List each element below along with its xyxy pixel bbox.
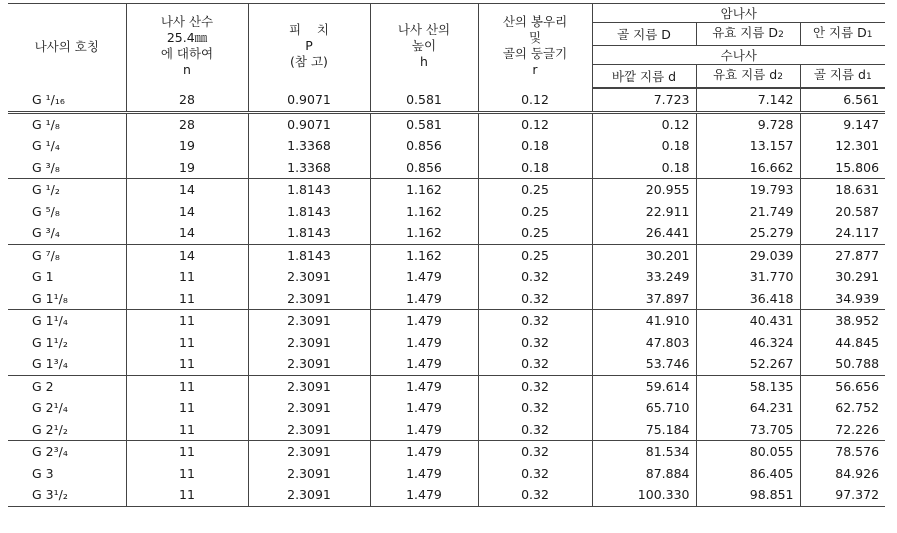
cell-d: 22.911 (592, 201, 696, 223)
header-h-line3: h (420, 54, 428, 69)
header-n-line4: n (183, 62, 191, 77)
table-row (8, 288, 885, 310)
cell-h: 1.162 (370, 244, 478, 266)
cell-d: 33.249 (592, 266, 696, 288)
cell-d2: 86.405 (696, 463, 800, 485)
cell-d1: 6.561 (843, 92, 880, 108)
cell-p: 2.3091 (248, 310, 370, 332)
cell-d: 20.955 (592, 179, 696, 201)
cell-p: 2.3091 (248, 288, 370, 310)
cell-h: 0.581 (370, 112, 478, 135)
header-p-line1: 피 치 (288, 22, 330, 37)
cell-p: 2.3091 (248, 332, 370, 354)
table-row (8, 88, 885, 112)
header-female-d1-text: 안 지름 D (812, 25, 867, 41)
cell-d1: 44.845 (835, 334, 880, 350)
cell-name: G 1 (8, 266, 126, 288)
header-female-d2-text: 유효 지름 D (712, 25, 779, 41)
cell-d2: 58.135 (696, 375, 800, 397)
table-row (8, 375, 885, 397)
header-n-line2: 25.4㎜ (166, 30, 208, 45)
cell-d1: 84.926 (835, 465, 880, 481)
cell-name: G ⁵/₈ (8, 201, 126, 223)
cell-h: 1.162 (370, 201, 478, 223)
cell-d: 47.803 (592, 332, 696, 354)
header-female-pitch-diameter (696, 23, 800, 46)
cell-d1: 50.788 (835, 356, 880, 372)
cell-d: 30.201 (592, 244, 696, 266)
cell-d1: 56.656 (800, 375, 885, 397)
header-n-line1: 나사 산수 (160, 14, 214, 29)
cell-d: 41.910 (592, 310, 696, 332)
table-row (8, 222, 885, 244)
cell-d: 75.184 (592, 419, 696, 441)
cell-r: 0.32 (478, 397, 592, 419)
cell-r: 0.25 (478, 244, 592, 266)
cell-name: G ¹/₄ (8, 135, 126, 157)
cell-name: G ³/₄ (8, 222, 126, 244)
cell-h: 1.162 (370, 179, 478, 201)
cell-n: 28 (126, 112, 248, 135)
cell-name: G ¹/₁₆ (8, 88, 126, 112)
cell-name: G 2¹/₄ (8, 397, 126, 419)
header-threads-per-inch (126, 4, 248, 89)
cell-h: 1.479 (370, 463, 478, 485)
header-male-root-diameter (800, 65, 885, 88)
table-row (8, 244, 885, 266)
cell-h: 1.479 (370, 353, 478, 375)
cell-d: 37.897 (592, 288, 696, 310)
cell-p: 2.3091 (248, 463, 370, 485)
header-p-line3: (참 고) (290, 54, 328, 69)
header-h-line2: 높이 (411, 38, 437, 53)
cell-d2: 16.662 (696, 157, 800, 179)
header-r-line4: r (532, 62, 538, 77)
cell-p: 1.8143 (248, 201, 370, 223)
cell-h: 1.479 (370, 419, 478, 441)
cell-d1: 24.117 (835, 225, 880, 241)
thread-dimension-table (8, 3, 885, 507)
cell-p: 2.3091 (248, 397, 370, 419)
cell-n: 19 (126, 135, 248, 157)
cell-d: 59.614 (592, 375, 696, 397)
cell-d: 81.534 (592, 441, 696, 463)
cell-n: 11 (126, 353, 248, 375)
table-row (8, 441, 885, 463)
header-female-d2-sub: 2 (778, 30, 784, 41)
cell-d1: 38.952 (800, 310, 885, 332)
header-thread-name: 나사의 호칭 (8, 4, 126, 89)
header-male-d1-sub: 1 (865, 72, 872, 83)
cell-d1: 34.939 (835, 290, 880, 306)
cell-d: 7.723 (592, 88, 696, 112)
cell-r: 0.32 (478, 353, 592, 375)
cell-n: 11 (126, 332, 248, 354)
table-row (8, 397, 885, 419)
cell-n: 11 (126, 288, 248, 310)
cell-d1: 12.301 (835, 138, 880, 154)
cell-h: 0.856 (370, 157, 478, 179)
cell-p: 2.3091 (248, 375, 370, 397)
header-female-thread: 암나사 (592, 4, 885, 23)
cell-d2: 21.749 (696, 201, 800, 223)
cell-d1: 9.147 (800, 112, 885, 135)
cell-d1: 15.806 (835, 159, 880, 175)
cell-n: 11 (126, 375, 248, 397)
cell-h: 0.856 (370, 135, 478, 157)
cell-name: G ¹/₂ (8, 179, 126, 201)
cell-d: 65.710 (592, 397, 696, 419)
cell-d2: 98.851 (696, 484, 800, 506)
header-female-d1-sub: 1 (866, 30, 873, 41)
table-row (8, 310, 885, 332)
table-row (8, 419, 885, 441)
thread-dimension-table-container (8, 3, 885, 507)
cell-p: 0.9071 (248, 88, 370, 112)
header-r-line1: 산의 봉우리 (502, 14, 568, 29)
header-male-outer-diameter: 바깥 지름 d (592, 65, 696, 88)
cell-r: 0.18 (478, 157, 592, 179)
cell-n: 11 (126, 441, 248, 463)
cell-p: 1.8143 (248, 222, 370, 244)
header-male-thread: 수나사 (592, 45, 885, 64)
header-female-root-diameter: 골 지름 D (592, 23, 696, 46)
table-body (8, 88, 885, 506)
cell-p: 1.8143 (248, 244, 370, 266)
cell-r: 0.32 (478, 288, 592, 310)
cell-name: G 1¹/₂ (8, 332, 126, 354)
cell-r: 0.32 (478, 463, 592, 485)
table-row (8, 332, 885, 354)
header-male-pitch-diameter (696, 65, 800, 88)
header-male-d2-sub: 2 (777, 72, 783, 83)
table-row (8, 112, 885, 135)
cell-d: 87.884 (592, 463, 696, 485)
cell-h: 1.479 (370, 484, 478, 506)
cell-r: 0.32 (478, 419, 592, 441)
header-thread-height (370, 4, 478, 89)
cell-p: 1.3368 (248, 157, 370, 179)
table-row (8, 353, 885, 375)
cell-name: G 2 (8, 375, 126, 397)
table-row (8, 463, 885, 485)
cell-name: G 3¹/₂ (8, 484, 126, 506)
cell-name: G 1¹/₈ (8, 288, 126, 310)
cell-name: G 2¹/₂ (8, 419, 126, 441)
cell-n: 19 (126, 157, 248, 179)
cell-p: 1.3368 (248, 135, 370, 157)
cell-n: 11 (126, 419, 248, 441)
cell-name: G ¹/₈ (8, 112, 126, 135)
cell-name: G 1¹/₄ (8, 310, 126, 332)
cell-d2: 31.770 (696, 266, 800, 288)
cell-p: 2.3091 (248, 441, 370, 463)
cell-p: 2.3091 (248, 419, 370, 441)
cell-n: 14 (126, 244, 248, 266)
cell-n: 11 (126, 310, 248, 332)
cell-d1: 62.752 (835, 400, 880, 416)
header-h-line1: 나사 산의 (397, 22, 451, 37)
cell-d2: 7.142 (696, 88, 800, 112)
cell-r: 0.32 (478, 310, 592, 332)
cell-d2: 73.705 (696, 419, 800, 441)
cell-h: 1.479 (370, 397, 478, 419)
cell-h: 1.162 (370, 222, 478, 244)
header-root-radius (478, 4, 592, 89)
cell-n: 14 (126, 222, 248, 244)
cell-p: 0.9071 (248, 112, 370, 135)
cell-r: 0.12 (478, 112, 592, 135)
cell-r: 0.32 (478, 375, 592, 397)
cell-d2: 40.431 (696, 310, 800, 332)
cell-d2: 36.418 (696, 288, 800, 310)
cell-r: 0.32 (478, 441, 592, 463)
cell-d: 0.18 (592, 135, 696, 157)
cell-name: G 1³/₄ (8, 353, 126, 375)
cell-name: G ³/₈ (8, 157, 126, 179)
cell-d1: 18.631 (800, 179, 885, 201)
table-row (8, 266, 885, 288)
cell-d2: 25.279 (696, 222, 800, 244)
cell-h: 1.479 (370, 266, 478, 288)
cell-h: 1.479 (370, 375, 478, 397)
cell-p: 2.3091 (248, 353, 370, 375)
cell-d2: 80.055 (696, 441, 800, 463)
cell-d1: 20.587 (835, 203, 880, 219)
header-r-line2: 및 (528, 30, 542, 45)
table-row (8, 484, 885, 506)
cell-h: 1.479 (370, 332, 478, 354)
cell-n: 28 (126, 88, 248, 112)
cell-r: 0.32 (478, 484, 592, 506)
header-male-d1-text: 골 지름 d (813, 67, 866, 83)
cell-d2: 29.039 (696, 244, 800, 266)
cell-n: 11 (126, 463, 248, 485)
header-p-line2: P (305, 38, 313, 53)
cell-p: 2.3091 (248, 266, 370, 288)
cell-d1: 30.291 (835, 269, 880, 285)
cell-d: 100.330 (592, 484, 696, 506)
cell-d2: 64.231 (696, 397, 800, 419)
cell-h: 1.479 (370, 310, 478, 332)
cell-d2: 13.157 (696, 135, 800, 157)
cell-d2: 52.267 (696, 353, 800, 375)
cell-d1: 27.877 (800, 244, 885, 266)
cell-name: G 3 (8, 463, 126, 485)
cell-p: 2.3091 (248, 484, 370, 506)
cell-d2: 9.728 (696, 112, 800, 135)
cell-n: 14 (126, 179, 248, 201)
cell-n: 14 (126, 201, 248, 223)
cell-d1: 97.372 (800, 484, 885, 506)
cell-r: 0.25 (478, 201, 592, 223)
cell-d2: 46.324 (696, 332, 800, 354)
cell-d: 53.746 (592, 353, 696, 375)
cell-d: 0.12 (592, 112, 696, 135)
cell-d2: 19.793 (696, 179, 800, 201)
cell-r: 0.32 (478, 332, 592, 354)
cell-n: 11 (126, 266, 248, 288)
cell-d: 26.441 (592, 222, 696, 244)
table-row (8, 157, 885, 179)
cell-name: G ⁷/₈ (8, 244, 126, 266)
header-male-d2-text: 유효 지름 d (713, 67, 778, 83)
table-row (8, 179, 885, 201)
cell-name: G 2³/₄ (8, 441, 126, 463)
cell-n: 11 (126, 397, 248, 419)
cell-r: 0.18 (478, 135, 592, 157)
header-n-line3: 에 대하여 (160, 46, 214, 61)
header-pitch (248, 4, 370, 89)
cell-p: 1.8143 (248, 179, 370, 201)
header-female-inner-diameter (800, 23, 885, 46)
cell-d1: 78.576 (800, 441, 885, 463)
cell-h: 1.479 (370, 441, 478, 463)
table-row (8, 135, 885, 157)
cell-h: 0.581 (370, 88, 478, 112)
cell-d1: 72.226 (835, 421, 880, 437)
table-row (8, 201, 885, 223)
cell-h: 1.479 (370, 288, 478, 310)
cell-n: 11 (126, 484, 248, 506)
cell-r: 0.12 (478, 88, 592, 112)
cell-r: 0.25 (478, 222, 592, 244)
table-header (8, 4, 885, 89)
cell-r: 0.32 (478, 266, 592, 288)
cell-d: 0.18 (592, 157, 696, 179)
header-r-line3: 골의 둥글기 (502, 46, 568, 61)
cell-r: 0.25 (478, 179, 592, 201)
